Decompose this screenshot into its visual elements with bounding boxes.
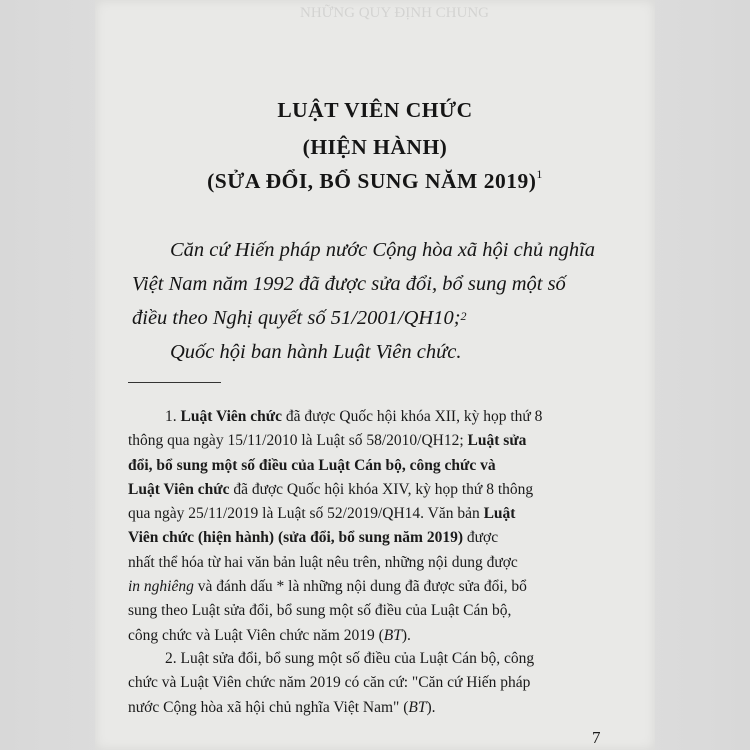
footnote-line (128, 405, 615, 429)
footnote-italic: BT (408, 698, 427, 716)
law-title (95, 98, 655, 123)
footnote-bold: Luật Viên chức (180, 408, 282, 425)
preamble-line (132, 301, 620, 335)
footnote-line: sung theo Luật sửa đổi, bổ sung một số điều của Luật Cán bộ, (128, 602, 512, 620)
preamble (132, 233, 620, 369)
footnote-ref-2: 2 (460, 309, 467, 323)
footnote-text: được (462, 529, 499, 547)
law-title-line1: LUẬT VIÊN CHỨC (277, 98, 473, 122)
footnote-line (128, 429, 615, 453)
footnote-text: thông qua ngày 15/11/2010 là Luật số 58/2010/QH12; (128, 432, 468, 450)
footnote-text: qua ngày 25/11/2019 là Luật số 52/2019/QH14. Văn bản (128, 505, 484, 523)
footnote-bold: Luật sửa (467, 432, 527, 450)
footnote-bold: Luật Viên chức (128, 480, 230, 498)
preamble-line: Quốc hội ban hành Luật Viên chức. (170, 341, 462, 363)
footnote-line (128, 575, 615, 599)
footnote-text: và đánh dấu * là những nội dung đã được sửa đổi, bổ (193, 578, 527, 596)
footnote-line: chức và Luật Viên chức năm 2019 có căn cứ: "Căn cứ Hiến pháp (128, 674, 531, 692)
footnote-text: đã được Quốc hội khóa XII, kỳ họp thứ 8 (281, 408, 543, 425)
footnote-text: ). (426, 698, 436, 716)
footnote-line (128, 478, 615, 502)
footnote-line: nhất thể hóa từ hai văn bản luật nêu trên, những nội dung được (128, 553, 518, 571)
preamble-line-text: điều theo Nghị quyết số 51/2001/QH10; (132, 307, 461, 329)
law-title-status (95, 135, 655, 160)
footnote-line: đổi, bổ sung một số điều của Luật Cán bộ, công chức và (128, 456, 496, 474)
footnote-text: công chức và Luật Viên chức năm 2019 ( (128, 626, 384, 644)
preamble-line: Việt Nam năm 1992 đã được sửa đổi, bổ sung một số (132, 273, 566, 295)
law-title-amendment (95, 169, 655, 194)
law-title-line2: (HIỆN HÀNH) (302, 135, 448, 159)
footnote-line (128, 696, 615, 720)
law-title-line3: (SỬA ĐỔI, BỔ SUNG NĂM 2019) (207, 169, 537, 193)
footnote-line (128, 502, 615, 526)
footnote-bold: Viên chức (hiện hành) (sửa đổi, bổ sung năm 2019) (128, 529, 463, 547)
footnote-number: 1. (165, 408, 181, 425)
page-number: 7 (592, 728, 601, 747)
running-header: NHỮNG QUY ĐỊNH CHUNG (300, 5, 489, 21)
footnote-italic: BT (383, 626, 402, 644)
footnote-line (128, 624, 615, 648)
footnote-italic: in nghiêng (128, 578, 194, 596)
footnote-ref-1: 1 (536, 167, 543, 181)
footnote-separator (128, 382, 221, 383)
footnote-text: đã được Quốc hội khóa XIV, kỳ họp thứ 8 thông (229, 480, 534, 498)
footnote-bold: Luật (483, 505, 516, 523)
footnote-line: 2. Luật sửa đổi, bổ sung một số điều của Luật Cán bộ, công (165, 650, 535, 667)
footnote-text: ). (401, 626, 411, 644)
footnote-text: nước Cộng hòa xã hội chủ nghĩa Việt Nam" ( (128, 698, 409, 716)
preamble-line: Căn cứ Hiến pháp nước Cộng hòa xã hội chủ nghĩa (170, 239, 596, 261)
bleed-through-text (300, 5, 489, 22)
footnote-line (128, 526, 615, 550)
footnote-2 (128, 647, 615, 720)
footnote-1 (128, 405, 615, 648)
